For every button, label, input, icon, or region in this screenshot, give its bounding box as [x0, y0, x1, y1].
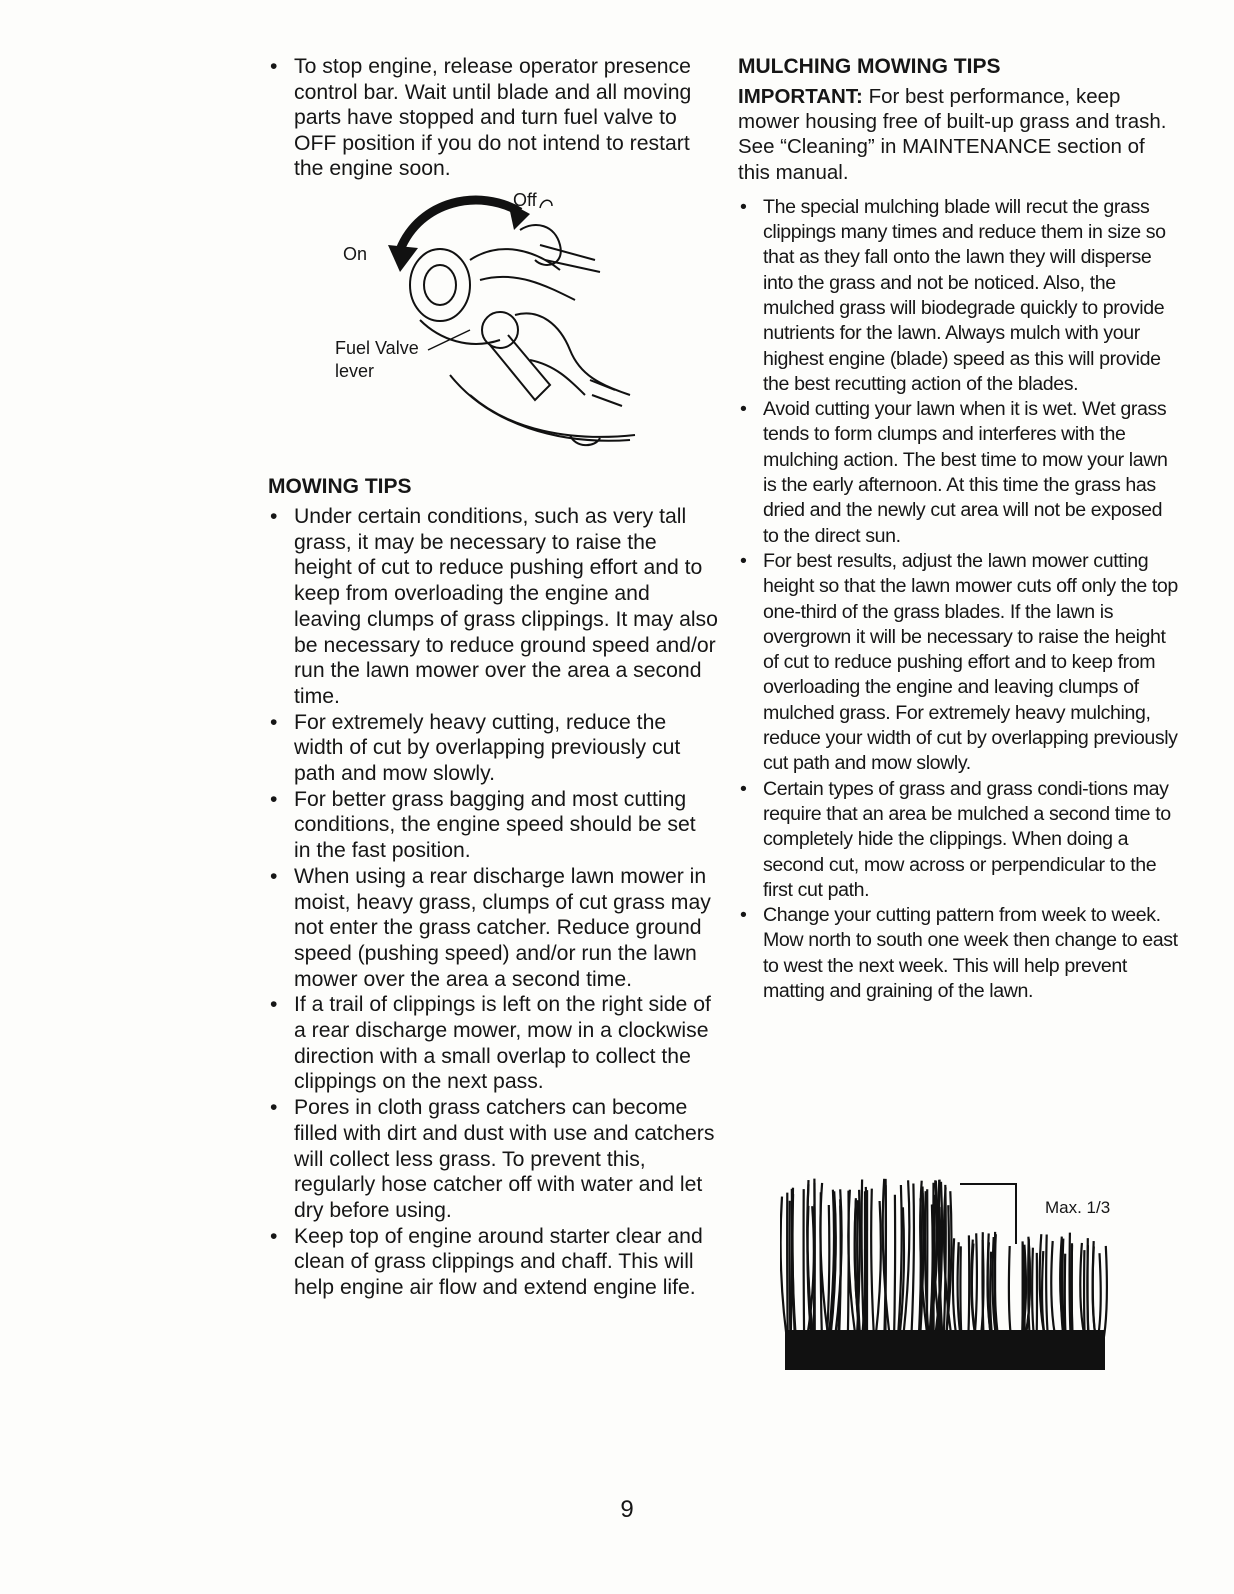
engine-stop-instruction: • To stop engine, release operator presence control bar. Wait until blade and all moving parts have stopped and turn fuel valve to OFF position if you do not intend to restart the engine soon.: [268, 54, 718, 182]
mowing-tips-section: [268, 474, 718, 1301]
lever-label: lever: [335, 361, 375, 381]
left-column: [268, 54, 718, 182]
off-label: Off: [513, 190, 537, 210]
grass-blade: [911, 1184, 914, 1356]
mulching-tips-heading: MULCHING MOWING TIPS: [738, 55, 1001, 78]
list-item: • Certain types of grass and grass condi-tions may require that an area be mulched a second time to completely hide the clippings. When doing a second cut, mow across or perpendicular to the first cut path.: [738, 777, 1178, 903]
list-item: • Keep top of engine around starter clear and clean of grass clippings and chaff. This will help engine air flow and extend engine life.: [268, 1224, 718, 1301]
right-column: [738, 54, 1178, 1004]
fuel-valve-figure: [330, 190, 650, 455]
list-item: • If a trail of clippings is left on the right side of a rear discharge mower, mow in a clockwise direction with a small overlap to collect the clippings on the next pass.: [268, 992, 718, 1095]
list-item: • For better grass bagging and most cutting conditions, the engine speed should be set in the fast position.: [268, 787, 718, 864]
list-item: • Pores in cloth grass catchers can become filled with dirt and dust with use and catchers will collect less grass. To prevent this, regularly hose catcher off with water and let dry before using.: [268, 1095, 718, 1224]
page-number: 9: [620, 1496, 634, 1523]
important-note: [738, 84, 1178, 185]
mowing-tips-list: [268, 504, 718, 1301]
mulching-tips-list: [738, 195, 1178, 1005]
important-label: IMPORTANT:: [738, 85, 863, 108]
list-item: • Under certain conditions, such as very tall grass, it may be necessary to raise the height of cut to reduce pushing effort and to keep from overloading the engine and leaving clumps of grass clippings. It may also be necessary to reduce ground speed and/or run the lawn mower over the area a second time.: [268, 504, 718, 710]
list-item: • For best results, adjust the lawn mower cutting height so that the lawn mower cuts off only the top one-third of the grass blades. If the lawn is overgrown it will be necessary to raise the height of cut to reduce pushing effort and to keep from overloading the engine and leaving clumps of mulched grass. For extremely heavy mulching, reduce your width of cut by overlapping previously cut path and mow slowly.: [738, 549, 1178, 777]
list-item: • Change your cutting pattern from week to week. Mow north to south one week then change to east to west the next week. This will help prevent matting and graining of the lawn.: [738, 903, 1178, 1004]
on-label: On: [343, 244, 368, 264]
list-item: • For extremely heavy cutting, reduce the width of cut by overlapping previously cut path and mow slowly.: [268, 710, 718, 787]
list-item: • Avoid cutting your lawn when it is wet. Wet grass tends to form clumps and interferes with the mulching action. The best time to mow your lawn is the early afternoon. At this time the grass has dried and the newly cut area will not be exposed to the direct sun.: [738, 397, 1178, 549]
important-text: For best performance, keep mower housing free of built-up grass and trash. See “Cleaning” in MAINTENANCE section of this manual.: [738, 85, 1167, 184]
max-one-third-label: Max. 1/3: [1045, 1198, 1111, 1217]
list-item: • When using a rear discharge lawn mower in moist, heavy grass, clumps of cut grass may not enter the grass catcher. Reduce ground speed (pushing speed) and/or run the lawn mower over the area a second time.: [268, 864, 718, 993]
grass-height-figure: [780, 1170, 1140, 1380]
fuel-valve-label: Fuel Valve: [335, 338, 419, 358]
mowing-tips-heading: MOWING TIPS: [268, 475, 412, 498]
list-item: • The special mulching blade will recut the grass clippings many times and reduce them in size so that as they fall onto the lawn they will disperse into the grass and not be noticed. Also, the mulched grass will biodegrade quickly to provide nutrients for the lawn. Always mulch with your highest engine (blade) speed as this will provide the best recutting action of the blades.: [738, 195, 1178, 397]
fuel-valve-illustration: [330, 190, 650, 455]
